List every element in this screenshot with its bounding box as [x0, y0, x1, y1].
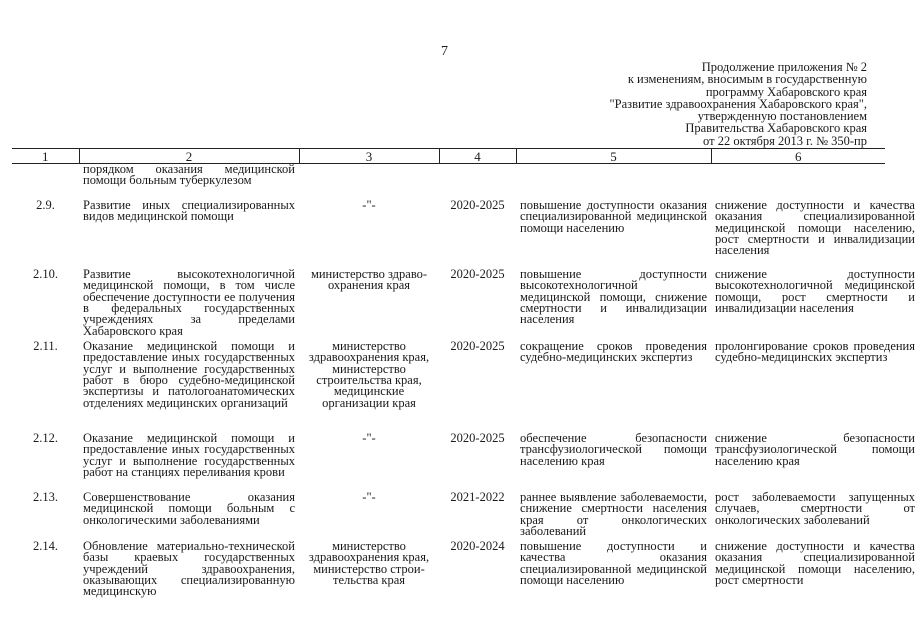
row-number: 2.14. — [33, 538, 58, 553]
expected-result: повышение доступности высокотехнологичной медицинской помощи, снижение смертности и инвалидизации населения — [520, 266, 707, 327]
column-number: 3 — [299, 149, 439, 164]
risk-cell — [711, 538, 915, 601]
executor: -"- — [362, 430, 376, 445]
table-row — [12, 492, 885, 541]
term: 2020-2025 — [450, 430, 505, 445]
appendix-header — [537, 61, 867, 147]
continuation-text: порядком оказания медицинской помощи больным туберкулезом — [83, 162, 295, 188]
measures-table — [12, 148, 915, 601]
continuation-row — [12, 164, 885, 200]
non-implementation-consequence: рост заболеваемости запущенных случаев, смертности от онкологических заболеваний — [715, 489, 915, 527]
table-row — [12, 269, 885, 341]
row-number: 2.13. — [33, 489, 58, 504]
header-line: "Развитие здравоохранения Хабаровского края", — [609, 96, 867, 111]
non-implementation-consequence: снижение доступности и качества оказания специализированной медицинской помощи населению, рост смертности и инвалидизации населения — [715, 197, 915, 258]
expected-result: раннее выявление заболеваемости, снижение смертности населения края от онкологических заболеваний — [520, 489, 707, 539]
measure-name: Обновление материально-технической базы краевых государственных учреждений здравоохранения, оказывающих специализированную медицинскую — [83, 538, 295, 599]
row-number: 2.9. — [36, 197, 55, 212]
expected-result: сокращение сроков проведения судебно-медицинских экспертиз — [520, 338, 707, 365]
column-number: 4 — [439, 149, 516, 164]
column-number: 5 — [516, 149, 711, 164]
risk-cell — [711, 338, 915, 433]
executor: министерство здраво-охранения края — [310, 266, 428, 293]
executor: министерство здравоохранения края, министерство строи-тельства края — [308, 538, 430, 588]
header-line: утвержденную постановлением — [697, 109, 867, 124]
risk-cell — [711, 197, 915, 269]
measure-name: Развитие иных специализированных видов медицинской помощи — [83, 197, 295, 224]
measure-name: Развитие высокотехнологичной медицинской помощи, в том числе обеспечение доступности ее получения в федеральных государственных учреждениях за пределами Хабаровского края — [83, 266, 295, 338]
expected-result: повышение доступности и качества оказания специализированной медицинской помощи населению — [520, 538, 707, 588]
header-line: Правительства Хабаровского края — [685, 121, 867, 136]
term: 2021-2022 — [450, 489, 505, 504]
non-implementation-consequence: снижение доступности высокотехнологичной медицинской помощи, рост смертности и инвалидизации населения — [715, 266, 915, 316]
column-number: 2 — [79, 149, 299, 164]
column-number: 1 — [12, 149, 79, 164]
risk-cell — [711, 266, 915, 341]
table-row — [12, 200, 885, 269]
header-line: программу Хабаровского края — [705, 84, 867, 99]
table-row — [12, 433, 885, 492]
expected-result: повышение доступности оказания специализированной медицинской помощи населению — [520, 197, 707, 235]
term: 2020-2025 — [450, 338, 505, 353]
measure-name: Оказание медицинской помощи и предоставление иных государственных услуг и выполнение государственных работ в бюро судебно-медицинской экспертизы и патологоанатомических отделениях медицинских организаций — [83, 338, 295, 410]
executor: -"- — [362, 197, 376, 212]
risk-cell — [711, 489, 915, 541]
row-number: 2.12. — [33, 430, 58, 445]
table-row — [12, 541, 885, 601]
term: 2020-2024 — [450, 538, 505, 553]
column-number: 6 — [711, 149, 885, 164]
table-row — [12, 341, 885, 433]
page-number: 7 — [441, 44, 448, 59]
term: 2020-2025 — [450, 197, 505, 212]
executor: министерство здравоохранения края, министерство строительства края, медицинские организации края — [308, 338, 430, 410]
term: 2020-2025 — [450, 266, 505, 281]
non-implementation-consequence: пролонгирование сроков проведения судебно-медицинских экспертиз — [715, 338, 915, 365]
header-line: от 22 октября 2013 г. № 350-пр — [703, 133, 867, 148]
row-number: 2.10. — [33, 266, 58, 281]
executor: -"- — [362, 489, 376, 504]
expected-result: обеспечение безопасности трансфузиологической помощи населению края — [520, 430, 707, 468]
risk-cell — [711, 430, 915, 492]
row-number: 2.11. — [33, 338, 58, 353]
header-line: к изменениям, вносимым в государственную — [627, 72, 867, 87]
header-line: Продолжение приложения № 2 — [701, 60, 867, 74]
non-implementation-consequence: снижение безопасности трансфузиологической помощи населению края — [715, 430, 915, 468]
measure-name: Совершенствование оказания медицинской помощи больным с онкологическими заболеваниями — [83, 489, 295, 527]
measure-name: Оказание медицинской помощи и предоставление иных государственных услуг и выполнение государственных работ на станциях переливания крови — [83, 430, 295, 480]
non-implementation-consequence: снижение доступности и качества оказания специализированной медицинской помощи населению, рост смертности — [715, 538, 915, 588]
